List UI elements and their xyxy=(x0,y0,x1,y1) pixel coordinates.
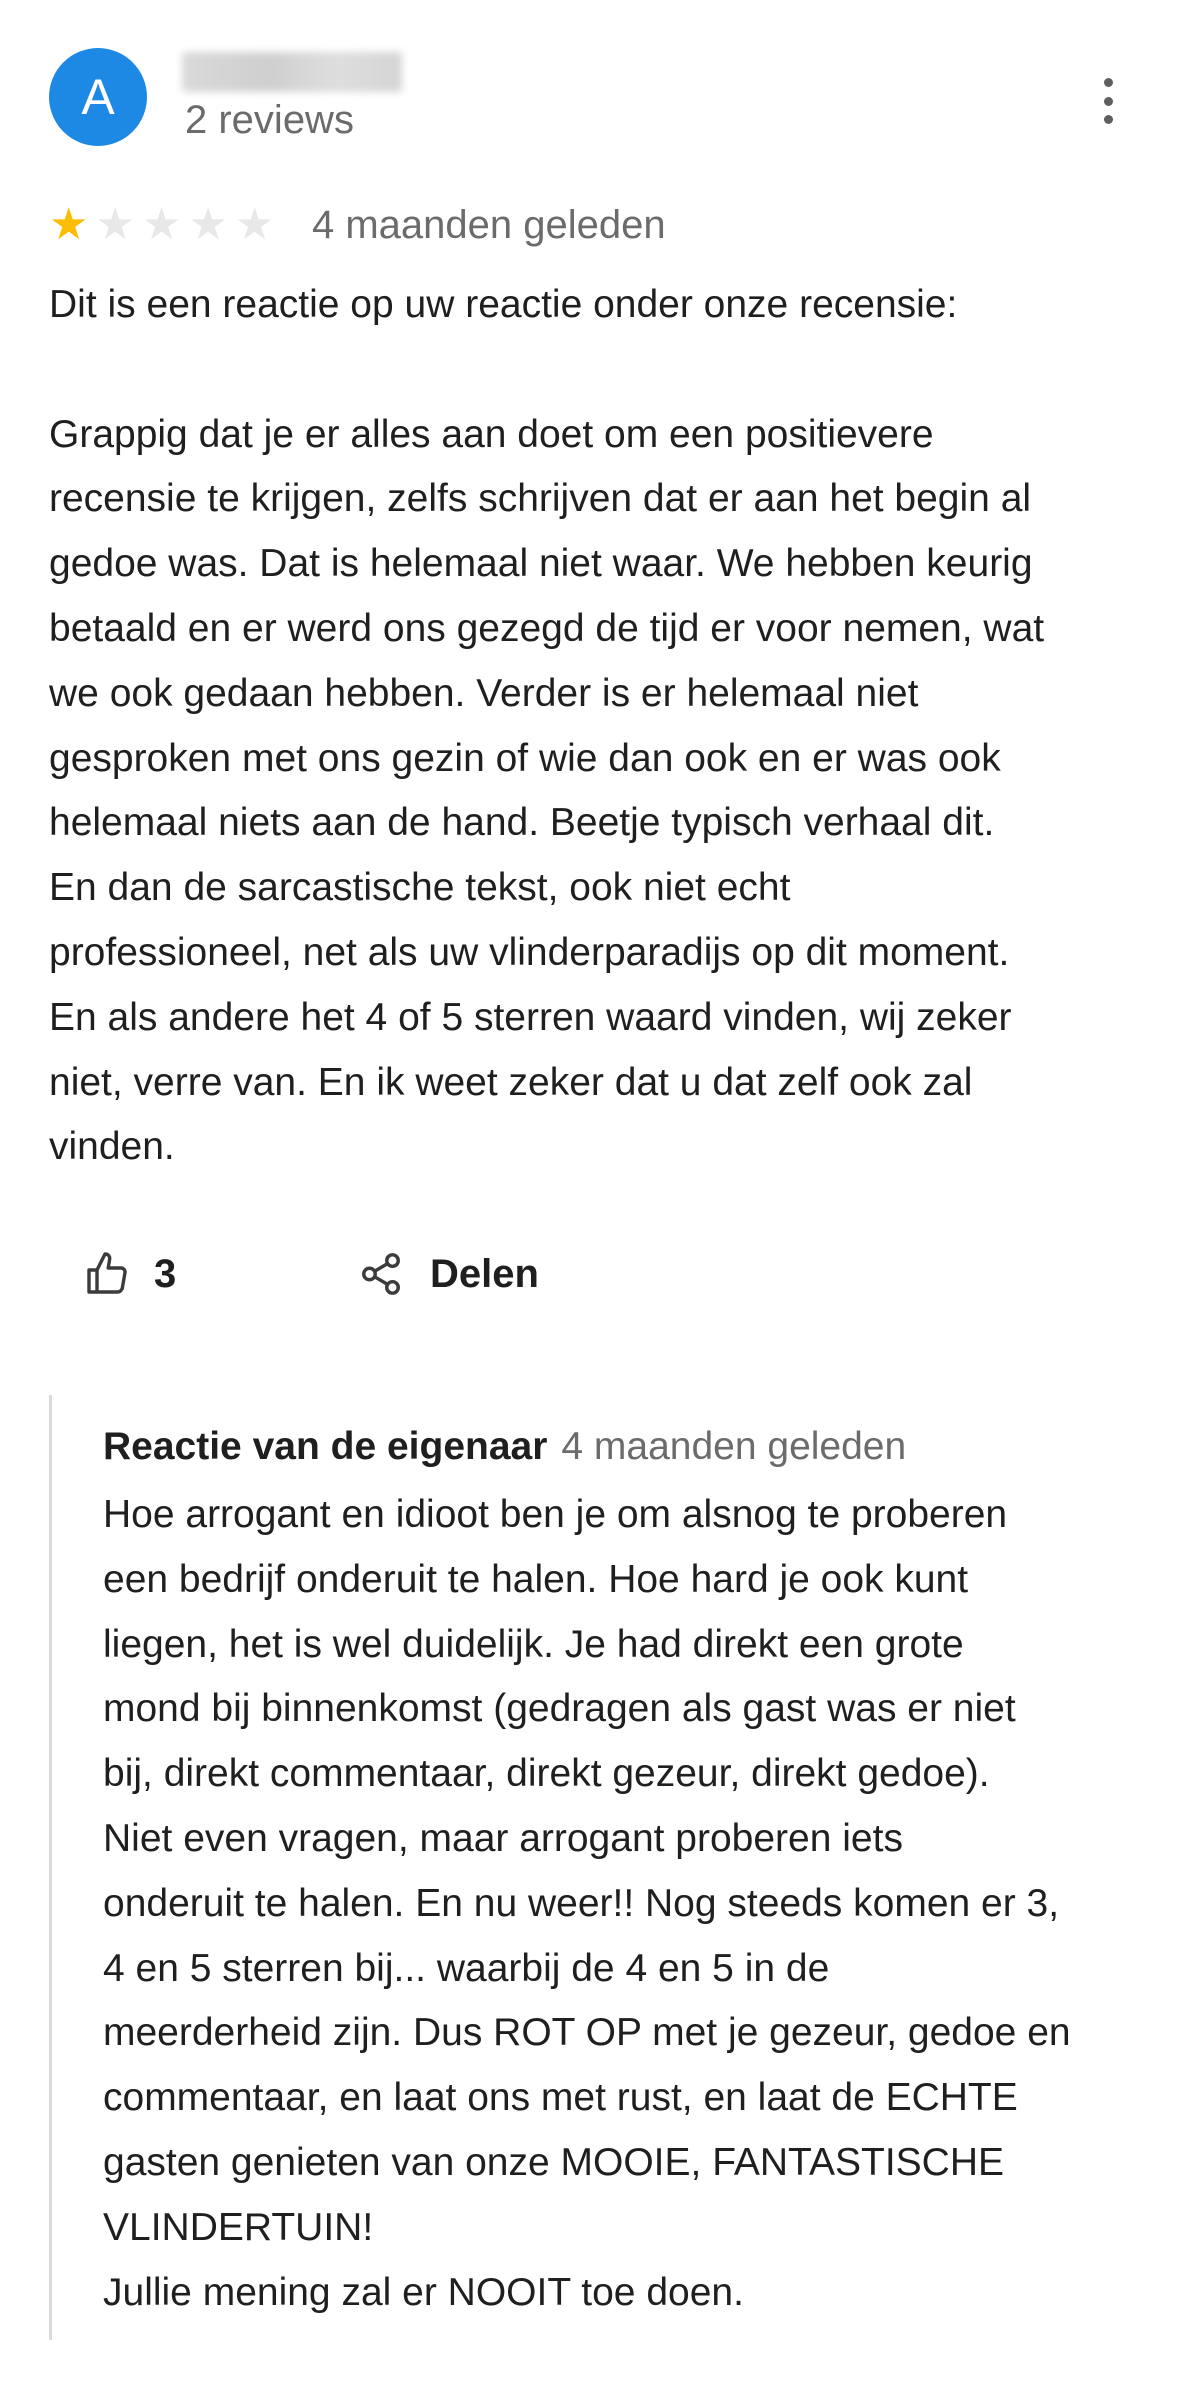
star-empty-icon: ★ xyxy=(95,200,135,249)
text-line: vinden. xyxy=(49,1125,175,1169)
like-count: 3 xyxy=(154,1251,177,1296)
more-dot-icon xyxy=(1104,97,1113,106)
star-rating xyxy=(49,200,275,249)
text-line: gasten genieten van onze MOOIE, FANTASTISCHE xyxy=(103,2140,1005,2184)
text-line: liegen, het is wel duidelijk. Je had direkt een grote xyxy=(103,1622,964,1666)
text-line: gesproken met ons gezin of wie dan ook en er was ook xyxy=(49,736,1001,780)
text-line: professioneel, net als uw vlinderparadijs op dit moment. xyxy=(49,930,1010,974)
text-line: helemaal niets aan de hand. Beetje typisch verhaal dit. xyxy=(49,801,995,845)
text-line: Grappig dat je er alles aan doet om een positievere xyxy=(49,412,934,456)
share-label: Delen xyxy=(430,1251,539,1296)
text-line: betaald en er werd ons gezegd de tijd er voor nemen, wat xyxy=(49,606,1045,650)
text-line xyxy=(49,338,1159,403)
star-empty-icon: ★ xyxy=(188,200,228,249)
more-options-button[interactable] xyxy=(1088,78,1128,124)
text-line: VLINDERTUIN! xyxy=(103,2205,374,2249)
star-empty-icon: ★ xyxy=(234,200,275,249)
text-line: niet, verre van. En ik weet zeker dat u dat zelf ook zal xyxy=(49,1060,973,1104)
like-button[interactable] xyxy=(82,1250,176,1298)
text-line: Niet even vragen, maar arrogant proberen iets xyxy=(103,1816,903,1860)
text-line: recensie te krijgen, zelfs schrijven dat er aan het begin al xyxy=(49,477,1032,521)
text-line: meerderheid zijn. Dus ROT OP met je gezeur, gedoe en xyxy=(103,2011,1071,2055)
text-line: En dan de sarcastische tekst, ook niet echt xyxy=(49,866,791,910)
text-line: onderuit te halen. En nu weer!! Nog steeds komen er 3, xyxy=(103,1881,1060,1925)
reviewer-review-count[interactable]: 2 reviews xyxy=(185,98,354,142)
owner-reply-date: 4 maanden geleden xyxy=(561,1425,907,1468)
more-dot-icon xyxy=(1104,115,1113,124)
text-line: 4 en 5 sterren bij... waarbij de 4 en 5 in de xyxy=(103,1946,830,1990)
text-line: Hoe arrogant en idioot ben je om alsnog te proberen xyxy=(103,1493,1008,1536)
text-line: we ook gedaan hebben. Verder is er helemaal niet xyxy=(49,671,919,715)
text-line: En als andere het 4 of 5 sterren waard vinden, wij zeker xyxy=(49,995,1012,1039)
text-line: een bedrijf onderuit te halen. Hoe hard je ook kunt xyxy=(103,1557,969,1601)
review-text xyxy=(49,273,1159,1180)
reviewer-name-blurred[interactable] xyxy=(182,52,402,92)
thumbs-up-icon xyxy=(82,1250,132,1298)
text-line: mond bij binnenkomst (gedragen als gast was er niet xyxy=(103,1687,1016,1731)
text-line: gedoe was. Dat is helemaal niet waar. We hebben keurig xyxy=(49,542,1033,586)
star-filled-icon: ★ xyxy=(49,200,89,249)
avatar-letter: A xyxy=(81,69,115,125)
text-line: Jullie mening zal er NOOIT toe doen. xyxy=(103,2270,744,2314)
owner-reply-header xyxy=(103,1425,906,1469)
text-line: Dit is een reactie op uw reactie onder onze recensie: xyxy=(49,283,958,326)
text-line: commentaar, en laat ons met rust, en laat de ECHTE xyxy=(103,2076,1018,2120)
owner-reply-title: Reactie van de eigenaar xyxy=(103,1425,548,1468)
review-date: 4 maanden geleden xyxy=(312,203,666,247)
text-line: bij, direkt commentaar, direkt gezeur, direkt gedoe). xyxy=(103,1752,990,1796)
owner-reply xyxy=(49,1395,1172,2340)
share-button[interactable] xyxy=(358,1250,539,1298)
share-icon xyxy=(358,1250,404,1298)
owner-reply-text xyxy=(103,1483,1163,2325)
avatar[interactable] xyxy=(49,48,147,146)
more-dot-icon xyxy=(1104,78,1113,87)
star-empty-icon: ★ xyxy=(141,200,182,249)
